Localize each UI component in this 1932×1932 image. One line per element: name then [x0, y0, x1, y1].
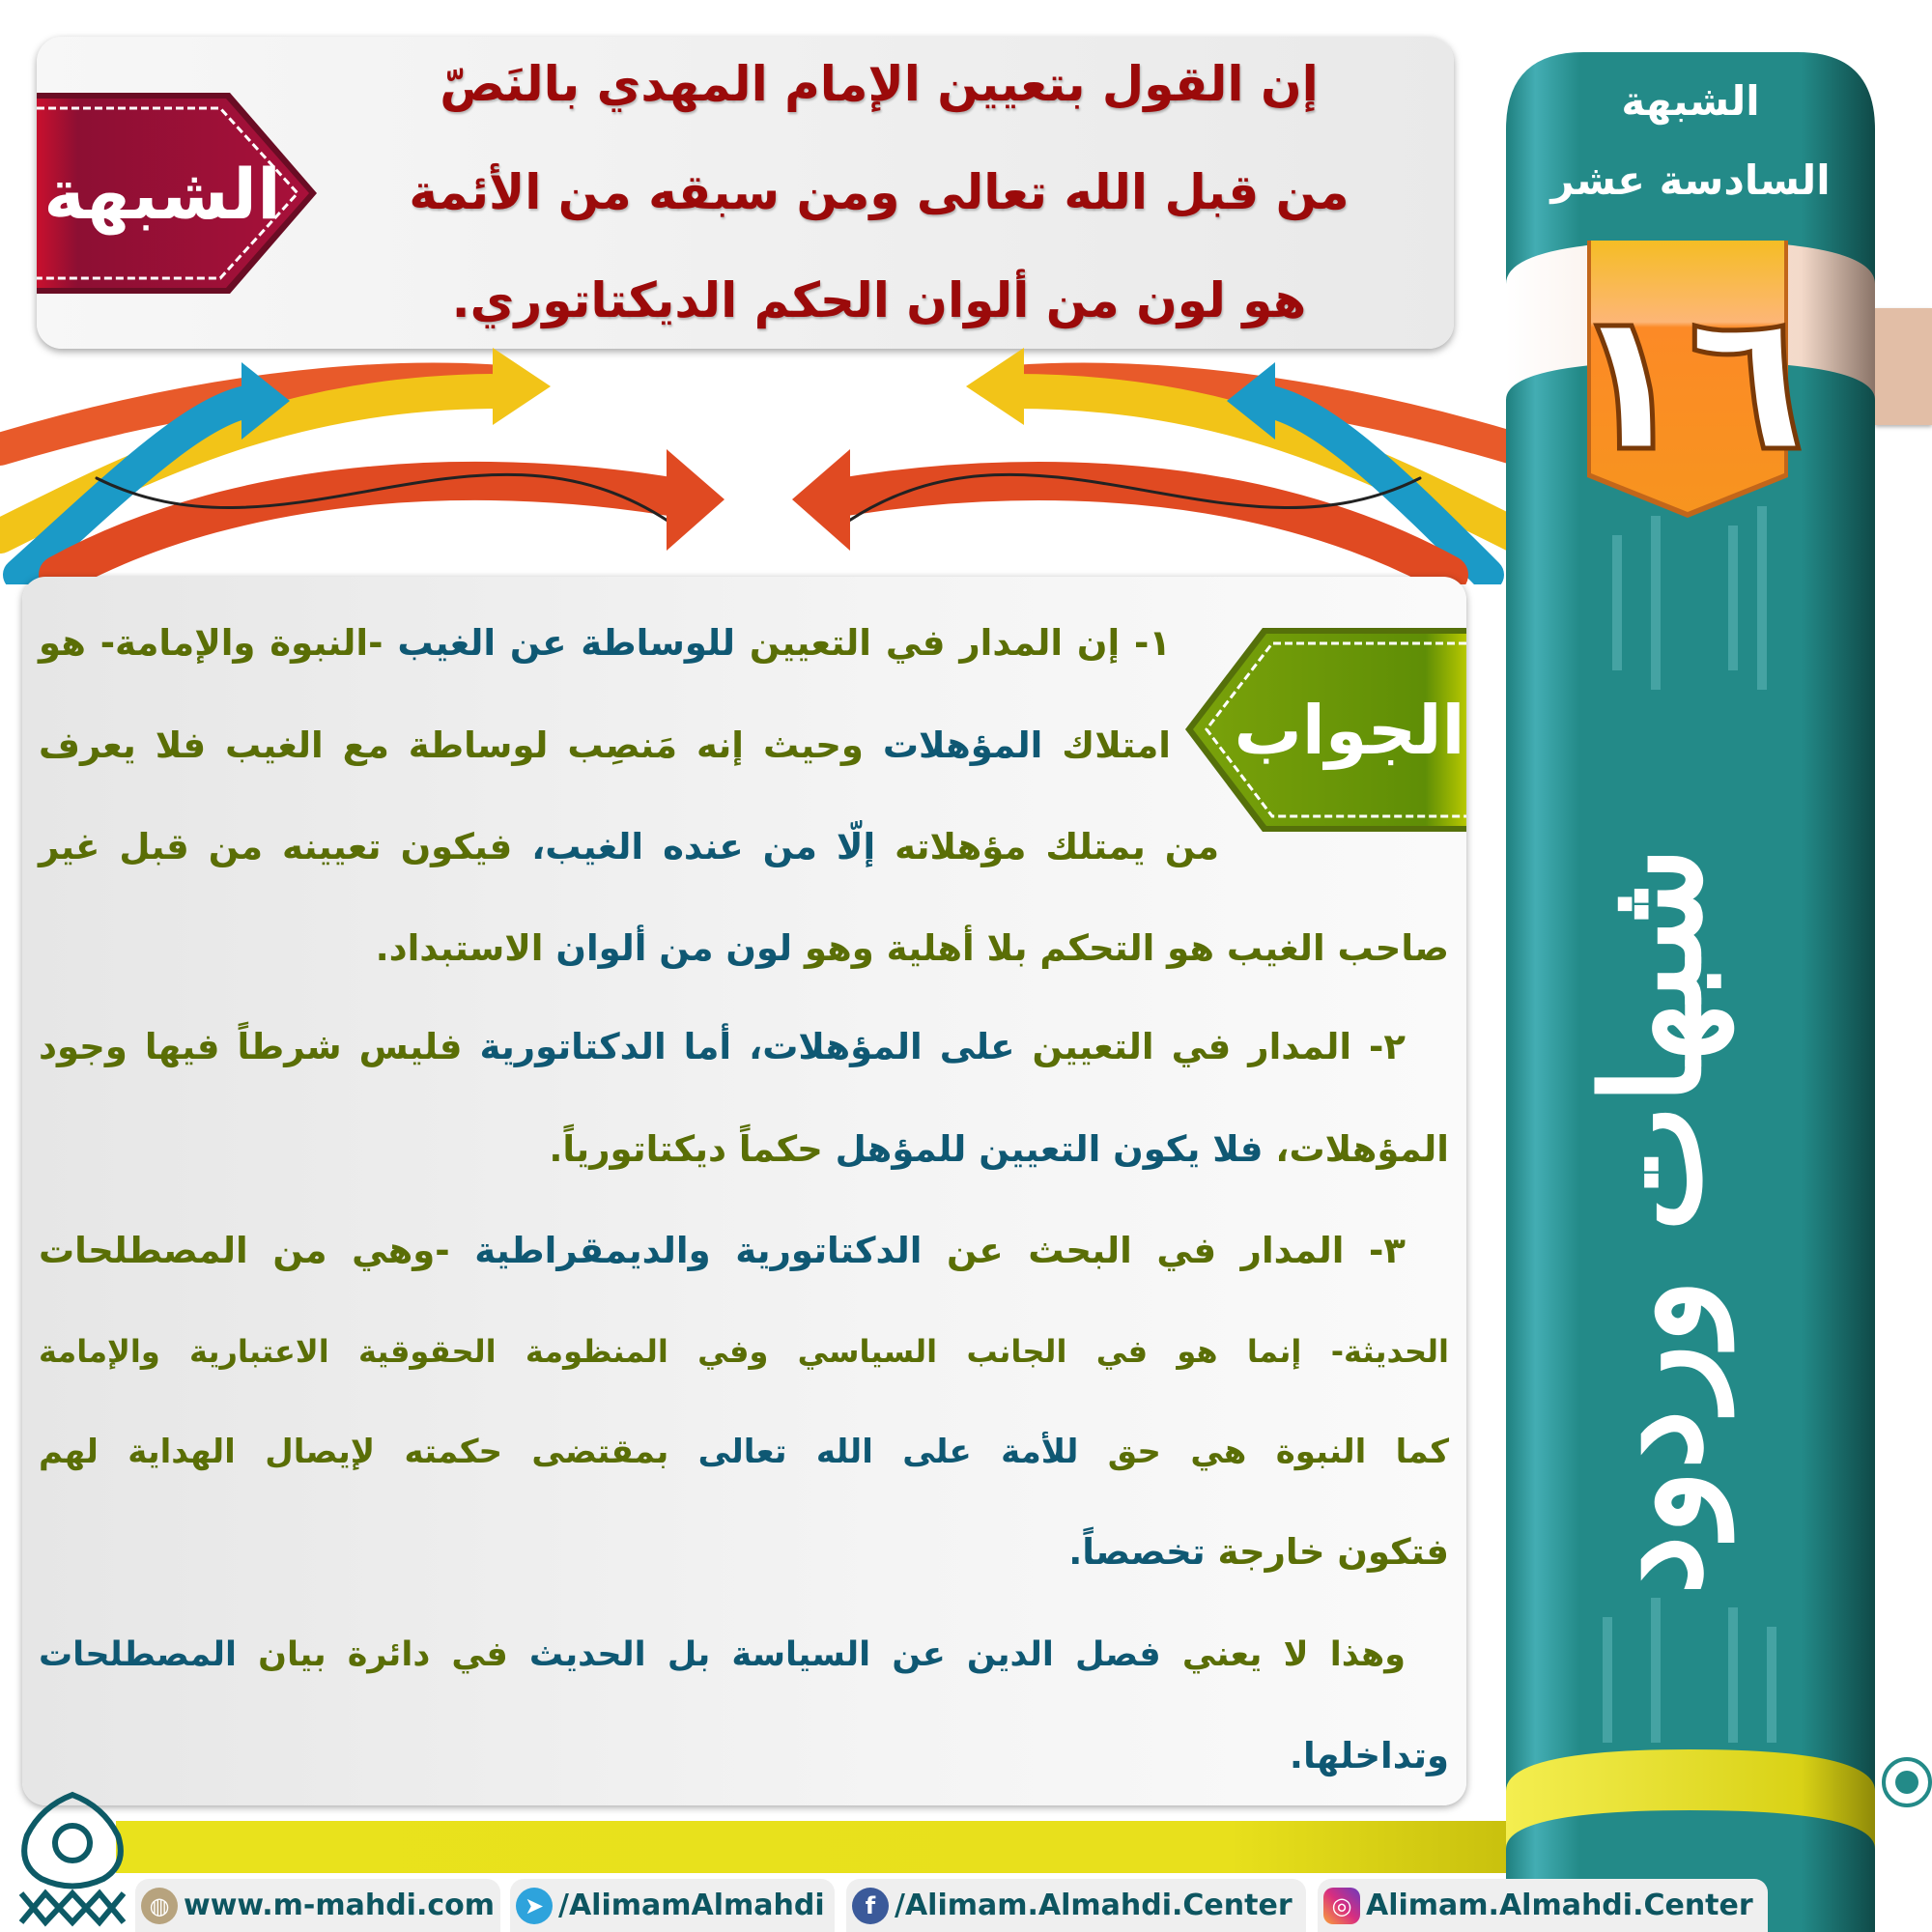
instagram-icon: ◎ [1323, 1888, 1360, 1924]
facebook-icon: f [852, 1888, 889, 1924]
answer-line [39, 1626, 1406, 1684]
website-label: www.m-mahdi.com [184, 1889, 496, 1922]
decorative-bar [116, 1821, 1507, 1873]
facebook-label: /Alimam.Almahdi.Center [895, 1889, 1293, 1922]
telegram-label: /AlimamAlmahdi [558, 1889, 825, 1922]
highlighted-text: فلا يكون التعيين للمؤهل [835, 1128, 1264, 1170]
question-line: من قبل الله تعالى ومن سبقه من الأئمة [409, 164, 1350, 220]
answer-line [39, 920, 1449, 978]
body-text: الاستبداد. [375, 927, 556, 969]
answer-line [39, 1018, 1406, 1076]
highlighted-text: للأمة على الله تعالى [697, 1433, 1079, 1471]
body-text: ٣- المدار في البحث عن [922, 1230, 1406, 1271]
highlighted-text: للوساطة عن الغيب [397, 622, 736, 664]
body-text: وحيث إنه مَنصِب لوساطة مع الغيب فلا يعرف [39, 724, 883, 766]
question-badge [37, 93, 319, 294]
answer-badge [1185, 628, 1466, 832]
question-line: إن القول بتعيين الإمام المهدي بالنَصّ [440, 56, 1319, 112]
seal-logo [1878, 1744, 1932, 1821]
body-text: ١- إن المدار في التعيين [735, 622, 1171, 664]
highlighted-text: على المؤهلات، أما الدكتاتورية [479, 1026, 1015, 1067]
telegram-link[interactable] [510, 1879, 835, 1932]
body-text: فليس شرطاً فيها وجود [39, 1026, 480, 1067]
instagram-link[interactable] [1318, 1879, 1768, 1932]
highlighted-text: المؤهلات [882, 724, 1043, 766]
body-text: -وهي من المصطلحات [39, 1230, 475, 1271]
globe-icon: ◍ [141, 1888, 178, 1924]
highlighted-text: لون من ألوان [555, 927, 793, 969]
answer-badge-label: الجواب [1234, 691, 1465, 770]
highlighted-text: إلّا من عنده الغيب، [531, 826, 876, 867]
title-banner [1506, 52, 1875, 1932]
answer-line [39, 1423, 1449, 1481]
side-strip [1875, 308, 1932, 425]
highlighted-text: وتداخلها. [1289, 1735, 1449, 1776]
body-text: امتلاك [1042, 724, 1171, 766]
center-logo [12, 1787, 133, 1932]
answer-line [39, 717, 1171, 775]
banner-calligraphy: شبهات وردود [1574, 846, 1732, 1596]
website-link[interactable] [135, 1879, 500, 1932]
body-text: المؤهلات، [1263, 1128, 1449, 1170]
highlighted-text: المصطلحات [39, 1635, 238, 1674]
question-number: ١٦ [1569, 270, 1806, 495]
body-text: الحديثة- إنما هو في الجانب السياسي وفي المنظومة الحقوقية الاعتبارية والإمامة [39, 1333, 1449, 1370]
body-text: كما النبوة هي حق [1078, 1433, 1449, 1471]
facebook-link[interactable] [846, 1879, 1306, 1932]
highlighted-text: الدكتاتورية والديمقراطية [474, 1230, 923, 1271]
question-badge-label: الشبهة [43, 154, 281, 235]
answer-line [39, 1121, 1449, 1179]
question-line: هو لون من ألوان الحكم الديكتاتوري. [451, 272, 1307, 328]
answer-line [39, 614, 1171, 672]
telegram-icon: ➤ [516, 1888, 553, 1924]
answer-line [39, 818, 1219, 876]
answer-line [39, 1222, 1406, 1280]
body-text: صاحب الغيب هو التحكم بلا أهلية وهو [792, 927, 1449, 969]
highlighted-text: تخصصاً. [1068, 1531, 1206, 1573]
body-text: ٢- المدار في التعيين [1014, 1026, 1406, 1067]
body-text: في دائرة بيان [237, 1635, 529, 1674]
banner-line1: الشبهة [1621, 77, 1760, 125]
answer-line [39, 1322, 1449, 1380]
answer-line [39, 1727, 1449, 1785]
body-text: وهذا لا يعني [1160, 1635, 1406, 1674]
banner-line2: السادسة عشر [1550, 156, 1831, 204]
body-text: -النبوة والإمامة- هو [39, 622, 398, 664]
body-text: من يمتلك مؤهلاته [875, 826, 1219, 867]
arrows-illustration [0, 333, 1517, 584]
body-text: فتكون خارجة [1205, 1531, 1449, 1573]
highlighted-text: فصل الدين عن السياسة بل الحديث [528, 1635, 1161, 1674]
instagram-label: Alimam.Almahdi.Center [1366, 1889, 1753, 1922]
body-text: بمقتضى حكمته لإيصال الهداية لهم [39, 1433, 698, 1471]
answer-line [39, 1523, 1449, 1581]
body-text: فيكون تعيينه من قبل غير [39, 826, 532, 867]
body-text: حكماً ديكتاتورياً. [549, 1128, 836, 1170]
